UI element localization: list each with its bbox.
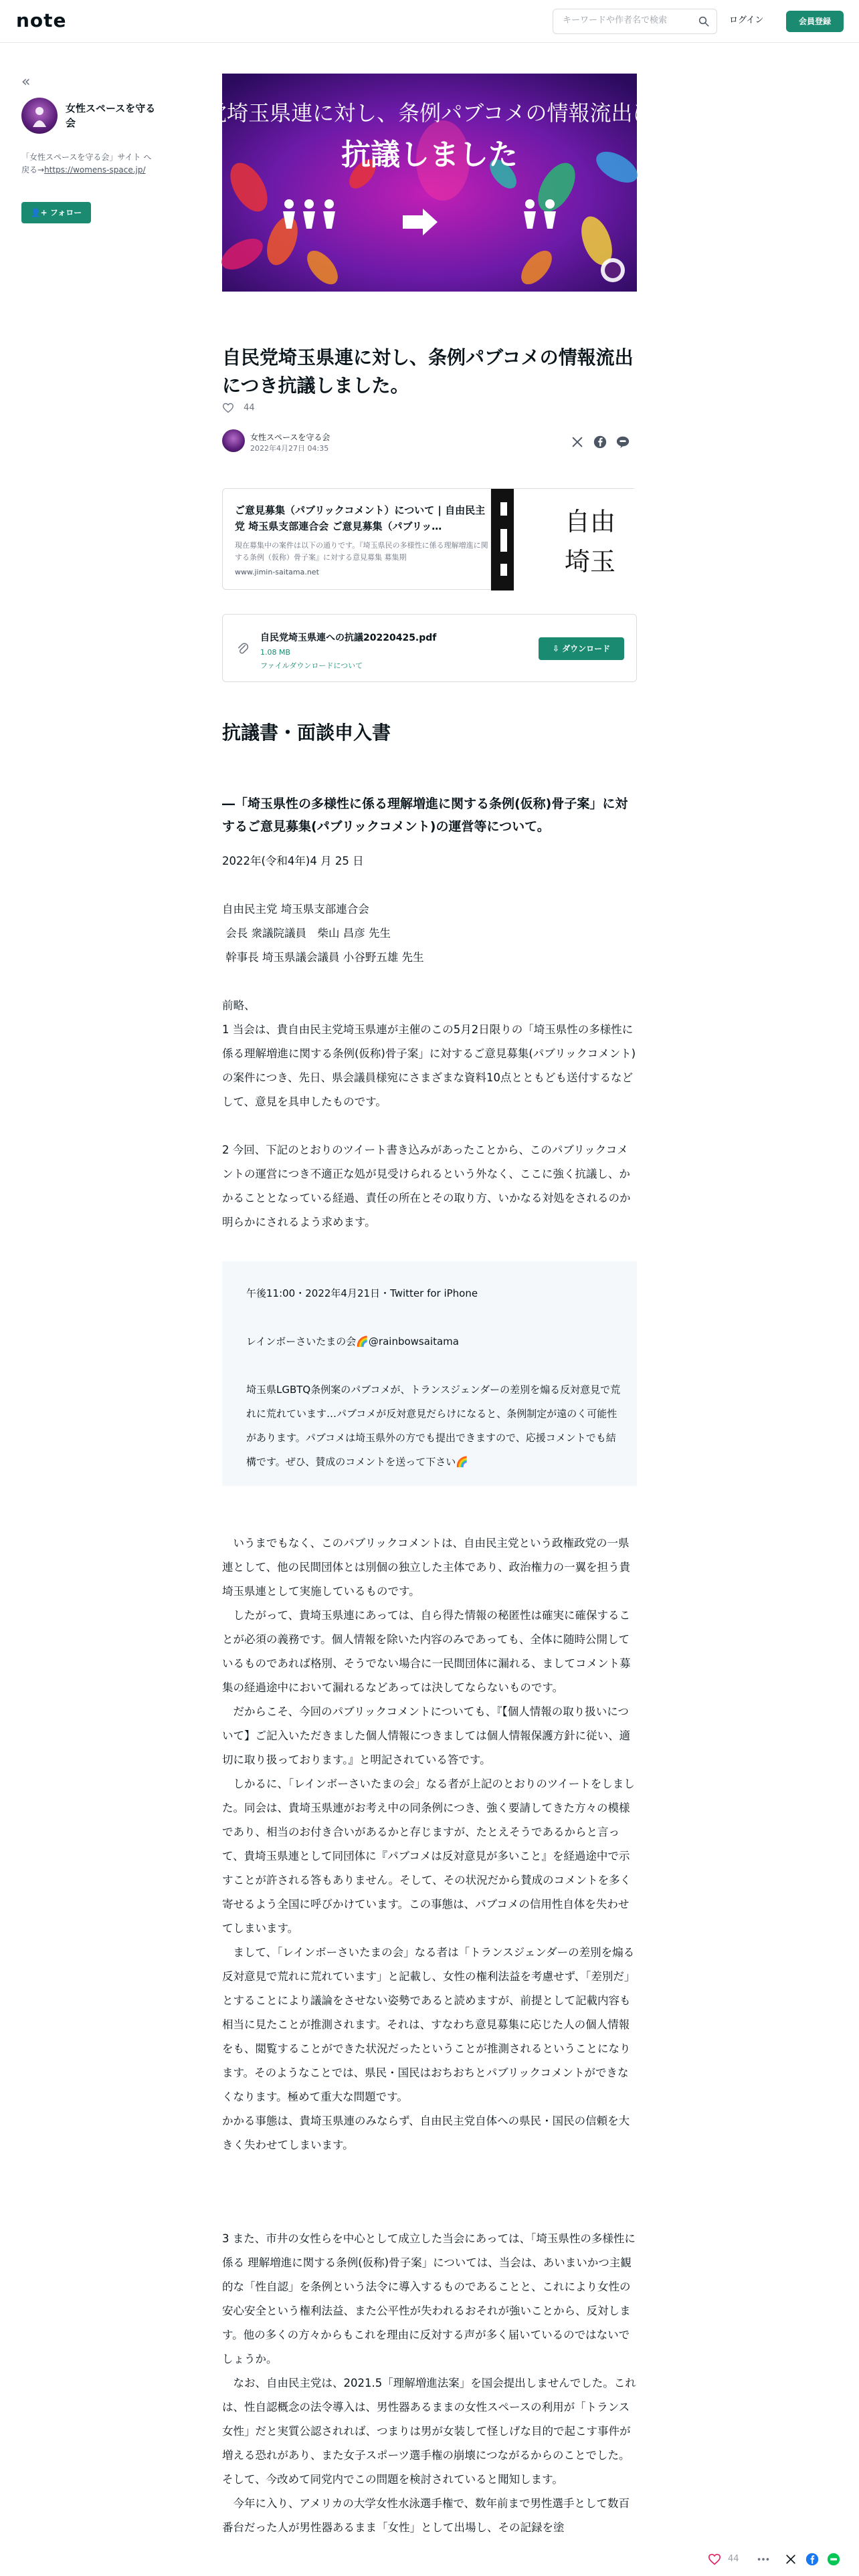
paragraph-1: 1 当会は、貴自由民主党埼玉県連が主催のこの5月2日限りの「埼玉県性の多様性に係る理解増進に関する条例(仮称)骨子案」に対するご意見募集(パブリックコメント)の案件につき、先日、県会議員様宛にさまざまな資料10点とともども送付するなどして、意見を具申したものです。: [222, 1023, 636, 1108]
link-card-description: 現在募集中の案件は以下の通りです。『埼玉県民の多様性に係る理解増進に関する条例（仮称）骨子案』に対する意見募集 募集期: [235, 541, 488, 562]
site-header: [0, 0, 859, 43]
download-button[interactable]: ⇩ ダウンロード: [539, 637, 624, 660]
paragraph-3: いうまでもなく、このパブリックコメントは、自由民主党という政権政党の一県連として、他の民間団体とは別個の独立した主体であり、政治権力の一翼を担う貴埼玉県連として実施しているものです。 したがって、貴埼玉県連にあっては、自ら得た情報の秘匿性は確実に確保することが必須の義務です。個人情報を除いた内容のみであっても、全体に随時公開しているものであれば格別、そうでない場合に一民間団体に漏れる、ましてコメント募集の経過途中において漏れるなどあっては決してならないものです。 だからこそ、今回のパブリックコメントについても、『【個人情報の取り扱いについて】ご記入いただきました個人情報につきましては個人情報保護方針に従い、適切に取り扱っております。』と明記されている答です。 しかるに、「レインボーさいたまの会」なる者が上記のとおりのツイートをしました。同会は、貴埼玉県連がお考え中の同条例につき、強く要請してきた方々の模様であり、相当のお付き合いがあるかと存じますが、たとえそうであるからと言って、貴埼玉県連として同団体に『パブコメは反対意見が多いこと』を経過途中で示すことが許される答もありません。そして、その状況だから賛成のコメントを多く寄せるよう全国に呼びかけています。この事態は、パブコメの信用性自体を失わせてしまいます。 まして、「レインボーさいたまの会」なる者は「トランスジェンダーの差別を煽る反対意見で荒れに荒れています」と記載し、女性の権利法益を考慮せず、「差別だ」とすることにより議論をさせない姿勢であると読めますが、前提として記載内容も相当に見たことが推測されます。それは、すなわち意見募集に応じた人の個人情報をも、閲覧することができた状況だったということが推測されるということになります。そのようなことでは、県民・国民はおちおちとパブリックコメントができなくなります。極めて重大な問題です。 かかる事態は、貴埼玉県連のみならず、自由民主党自体への県民・国民の信頼を大きく失わせてしまいます。: [222, 1537, 636, 2151]
search-input[interactable]: [563, 15, 690, 25]
note-logo[interactable]: note: [16, 9, 67, 31]
floating-menu-icon[interactable]: [756, 2552, 771, 2567]
hero-image: [163, 74, 696, 292]
article-title: 自民党埼玉県連に対し、条例パブコメの情報流出につき抗議しました。: [222, 346, 634, 397]
heart-icon: [222, 403, 234, 413]
paperclip-icon: [236, 641, 250, 656]
download-icon: ⇩: [552, 644, 559, 653]
meta-author-name[interactable]: 女性スペースを守る会: [250, 433, 330, 442]
link-thumb-line1: 自由: [565, 507, 616, 536]
x-share-icon[interactable]: [570, 435, 585, 449]
collapse-sidebar-icon[interactable]: «: [21, 74, 31, 90]
publish-date: 2022年4月27日 04:35: [250, 444, 329, 453]
signup-button[interactable]: 会員登録: [786, 11, 844, 32]
file-size: 1.08 MB: [260, 648, 291, 657]
download-help-link[interactable]: ファイルダウンロードについて: [260, 661, 363, 670]
like-button[interactable]: [222, 403, 255, 417]
author-description: 「女性スペースを守る会」サイト へ戻る→https://womens-space.jp/: [21, 152, 152, 175]
file-name: 自民党埼玉県連への抗議20220425.pdf: [260, 633, 437, 643]
search-box[interactable]: [553, 9, 717, 34]
search-icon[interactable]: [698, 15, 710, 27]
like-count: 44: [244, 403, 255, 413]
hero-line2: 抗議しました: [341, 138, 518, 172]
subject-heading: ―「埼玉県性の多様性に係る理解増進に関する条例(仮称)骨子案」に対するご意見募集(パブリックコメント)の運営等について。: [222, 796, 628, 834]
tweet-meta: 午後11:00・2022年4月21日・Twitter for iPhone: [246, 1287, 478, 1299]
add-user-icon: 👤+: [30, 208, 47, 217]
tweet-account: レインボーさいたまの会🌈@rainbowsaitama: [246, 1335, 459, 1348]
author-avatar[interactable]: [21, 98, 58, 134]
floating-like-count: 44: [728, 2554, 739, 2564]
line-share-icon[interactable]: [615, 435, 630, 449]
paragraph-2: 2 今回、下記のとおりのツイート書き込みがあったことから、このパブリックコメントの運営につき不適正な処が見受けられるという外なく、ここに強く抗議し、かかることとなっている経過、責任の所在とその取り方、いかなる対処をされるのか明らかにされるよう求めます。: [222, 1144, 631, 1228]
address-line-1: 自由民主党 埼玉県支部連合会: [222, 903, 369, 916]
floating-facebook-icon[interactable]: [805, 2553, 819, 2566]
link-card-url: www.jimin-saitama.net: [235, 568, 319, 576]
salutation: 前略、: [222, 999, 256, 1012]
tweet-text: 埼玉県LGBTQ条例案のパブコメが、トランスジェンダーの差別を煽る反対意見で荒れに荒れています…パブコメが反対意見だらけになると、条例制定が遠のく可能性があります。パブコメは埼玉県外の方でも提出できますので、応援コメントでも結構です。ぜひ、賛成のコメントを送って下さい🌈: [246, 1384, 621, 1468]
section-heading: 抗議書・面談申入書: [222, 722, 391, 744]
letter-date: 2022年(令和4年)4 月 25 日: [222, 855, 364, 867]
meta-author-avatar[interactable]: [222, 429, 245, 452]
link-thumb-line2: 埼玉: [565, 547, 616, 576]
login-link[interactable]: ログイン: [729, 15, 764, 25]
address-line-2: 会長 衆議院議員 柴山 昌彦 先生: [222, 927, 391, 940]
link-card-thumbnail: [490, 489, 638, 591]
link-card-title: ご意見募集（パブリックコメント）について | 自由民主党 埼玉県支部連合会 ご意見募集（パブリッ…: [235, 504, 486, 532]
file-attachment-card: [222, 614, 637, 682]
link-embed-card[interactable]: [222, 488, 637, 590]
address-line-3: 幹事長 埼玉県議会議員 小谷野五雄 先生: [222, 951, 424, 964]
paragraph-4: 3 また、市井の女性らを中心として成立した当会にあっては、「埼玉県性の多様性に係る 理解増進に関する条例(仮称)骨子案」については、当会は、あいまいかつ主観的な「性自認」を条例という法令に導入するものであることと、これにより女性の安心安全という権利法益、また公平性が失われるおそれが強いことから、反対します。他の多くの方々からもこれを理由に反対する声が多く届いているのではないでしょうか。 なお、自由民主党は、2021.5「理解増進法案」を国会提出しませんでした。これは、性自認概念の法令導入は、男性器あるままの女性スペースの利用が「トランス女性」だと実質公認されれば、つまりは男が女装して怪しげな目的で起こす事件が増える恐れがあり、また女子スポーツ選手権の崩壊につながるからのことでした。そして、今改めて同党内でこの問題を検討されていると聞知します。 今年に入り、アメリカの大学女性水泳選手権で、数年前まで男性選手として数百番台だった人が男性器あるまま「女性」として出場し、その記録を塗: [222, 2232, 636, 2534]
follow-button[interactable]: 👤+ フォロー: [21, 202, 91, 223]
author-site-link[interactable]: https://womens-space.jp/: [44, 165, 146, 175]
author-name[interactable]: 女性スペースを守る会: [66, 102, 156, 129]
floating-heart-icon[interactable]: [708, 2553, 721, 2565]
floating-line-icon[interactable]: [827, 2553, 840, 2566]
quoted-tweet-block: [222, 1261, 637, 1486]
floating-x-icon[interactable]: [784, 2553, 797, 2566]
hero-line1: 自民党埼玉県連に対し、条例パブコメの情報流出につき: [163, 100, 696, 126]
facebook-share-icon[interactable]: [593, 435, 607, 449]
